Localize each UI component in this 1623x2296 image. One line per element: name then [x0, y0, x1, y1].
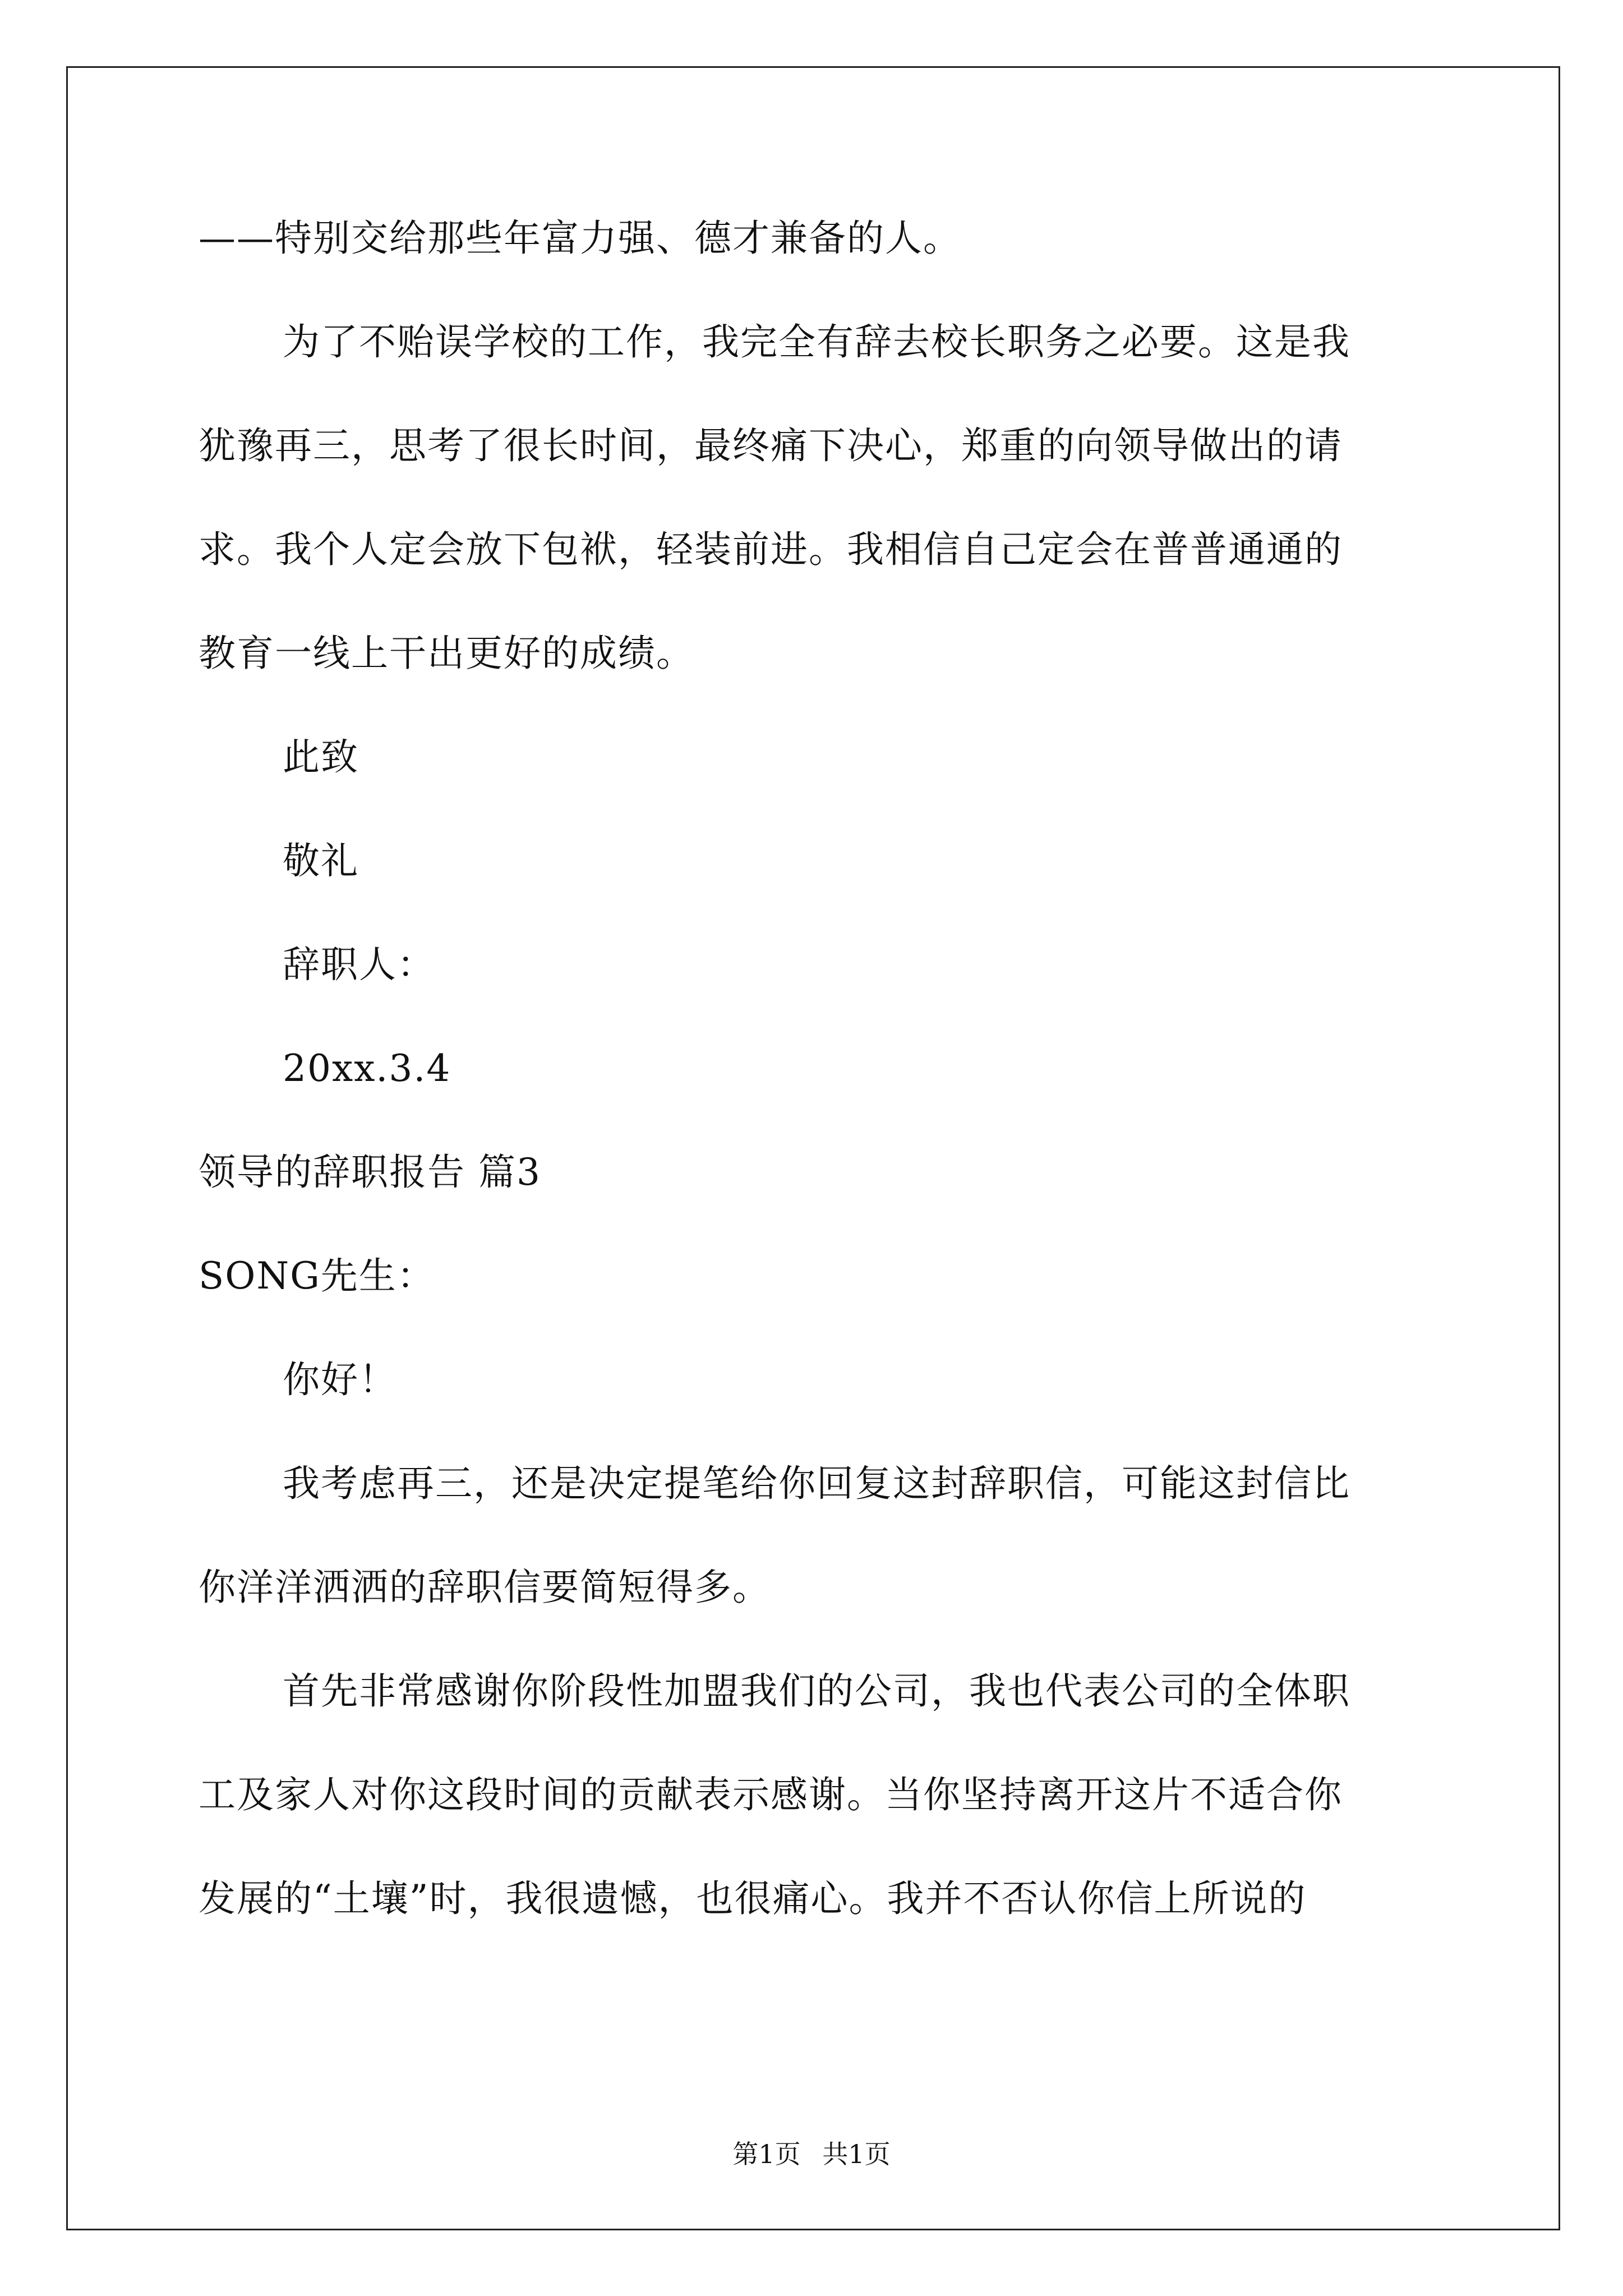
paragraph-line: 求。我个人定会放下包袱，轻装前进。我相信自己定会在普普通通的 [199, 528, 1343, 571]
paragraph-line: 为了不贻误学校的工作，我完全有辞去校长职务之必要。这是我 [283, 320, 1350, 364]
paragraph-line: 教育一线上干出更好的成绩。 [199, 632, 694, 675]
page-number-total: 共1页 [822, 2139, 891, 2169]
paragraph-line: ——特别交给那些年富力强、德才兼备的人。 [199, 217, 961, 260]
paragraph-line: 你洋洋洒洒的辞职信要简短得多。 [199, 1566, 771, 1609]
paragraph-line: 发展的“土壤”时，我很遗憾，也很痛心。我并不否认你信上所说的 [199, 1877, 1307, 1920]
closing-regards: 敬礼 [283, 839, 359, 882]
date-line: 20xx.3.4 [283, 1047, 451, 1090]
signature-label: 辞职人： [283, 943, 435, 986]
letter-greeting: SONG先生： [199, 1254, 435, 1297]
page-footer [0, 2137, 1623, 2171]
paragraph-line: 犹豫再三，思考了很长时间，最终痛下决心，郑重的向领导做出的请 [199, 424, 1343, 467]
letter-hello: 你好！ [283, 1358, 397, 1401]
section-title: 领导的辞职报告 篇3 [199, 1151, 541, 1194]
closing-salutation: 此致 [283, 735, 359, 779]
paragraph-line: 首先非常感谢你阶段性加盟我们的公司，我也代表公司的全体职 [283, 1669, 1350, 1713]
paragraph-line: 工及家人对你这段时间的贡献表示感谢。当你坚持离开这片不适合你 [199, 1773, 1343, 1816]
paragraph-line: 我考虑再三，还是决定提笔给你回复这封辞职信，可能这封信比 [283, 1462, 1350, 1505]
page-number-current: 第1页 [732, 2139, 801, 2169]
